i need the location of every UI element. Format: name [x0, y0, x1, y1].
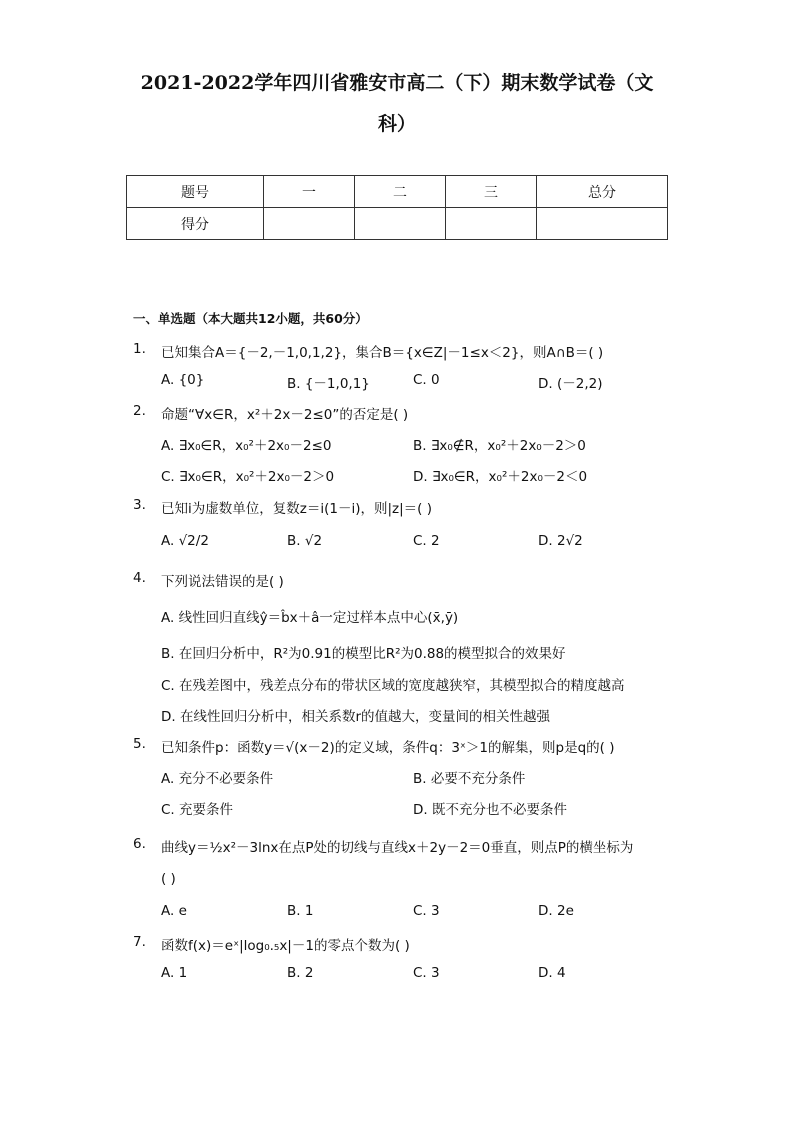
option-b: B. 1 — [287, 903, 314, 919]
question-number: 7. — [133, 934, 146, 950]
option-d: D. 4 — [538, 965, 566, 981]
question-number: 5. — [133, 736, 146, 752]
score-row-label: 得分 — [127, 208, 264, 240]
score-table-score-row — [127, 208, 668, 240]
option-b: B. 在回归分析中，R²为0.91的模型比R²为0.88的模型拟合的效果好 — [161, 646, 566, 662]
section-heading: 一、单选题（本大题共12小题，共60分） — [133, 311, 368, 326]
question-stem: 下列说法错误的是( ) — [161, 574, 284, 590]
score-header-cell: 三 — [446, 176, 537, 208]
option-d: D. 既不充分也不必要条件 — [413, 802, 567, 818]
option-c: C. 在残差图中，残差点分布的带状区域的宽度越狭窄，其模型拟合的精度越高 — [161, 678, 625, 694]
option-c: C. 2 — [413, 533, 440, 549]
option-a: A. 充分不必要条件 — [161, 771, 274, 787]
question-stem: 函数f(x)＝eˣ|log₀.₅x|－1的零点个数为( ) — [161, 938, 410, 954]
option-a: A. √2/2 — [161, 533, 209, 549]
option-c: C. 0 — [413, 372, 440, 388]
option-d: D. 2√2 — [538, 533, 583, 549]
score-header-cell: 总分 — [537, 176, 668, 208]
question-number: 4. — [133, 570, 146, 586]
question-number: 1. — [133, 341, 146, 357]
option-a: A. 线性回归直线ŷ＝b̂x＋â一定过样本点中心(x̄,ȳ) — [161, 610, 459, 626]
option-c: C. 充要条件 — [161, 802, 234, 818]
score-header-cell: 一 — [264, 176, 355, 208]
option-d: D. (－2,2) — [538, 376, 603, 392]
document-title-line2: 科） — [377, 113, 416, 135]
score-cell — [264, 208, 355, 240]
document-title-line1: 2021-2022学年四川省雅安市高二（下）期末数学试卷（文 — [140, 72, 654, 94]
option-b: B. 2 — [287, 965, 314, 981]
score-cell — [537, 208, 668, 240]
option-a: A. ∃x₀∈R，x₀²＋2x₀－2≤0 — [161, 438, 332, 454]
option-b: B. √2 — [287, 533, 323, 549]
option-b: B. 必要不充分条件 — [413, 771, 526, 787]
question-number: 6. — [133, 836, 146, 852]
option-d: D. ∃x₀∈R，x₀²＋2x₀－2＜0 — [413, 469, 588, 485]
option-c: C. 3 — [413, 965, 440, 981]
question-stem: 已知条件p：函数y＝√(x－2)的定义域，条件q：3ˣ＞1的解集，则p是q的( ) — [161, 740, 615, 756]
question-stem: 已知集合A＝{－2,－1,0,1,2}，集合B＝{x∈Z|－1≤x＜2}，则A∩B＝( ) — [161, 345, 604, 361]
score-cell — [355, 208, 446, 240]
question-stem: 曲线y＝½x²－3lnx在点P处的切线与直线x＋2y－2＝0垂直，则点P的横坐标为 — [161, 840, 634, 856]
option-a: A. {0} — [161, 372, 205, 388]
option-d: D. 在线性回归分析中，相关系数r的值越大，变量间的相关性越强 — [161, 709, 551, 725]
option-c: C. ∃x₀∈R，x₀²＋2x₀－2＞0 — [161, 469, 335, 485]
option-b: B. {－1,0,1} — [287, 376, 370, 392]
question-stem: 已知i为虚数单位，复数z＝i(1－i)，则|z|＝( ) — [161, 501, 432, 517]
option-a: A. e — [161, 903, 187, 919]
question-stem-continued: ( ) — [161, 871, 176, 887]
option-b: B. ∃x₀∉R，x₀²＋2x₀－2＞0 — [413, 438, 586, 454]
option-c: C. 3 — [413, 903, 440, 919]
score-header-cell: 题号 — [127, 176, 264, 208]
score-header-cell: 二 — [355, 176, 446, 208]
question-stem: 命题“∀x∈R，x²＋2x－2≤0”的否定是( ) — [161, 407, 409, 423]
score-table-header-row — [127, 176, 668, 208]
question-number: 2. — [133, 403, 146, 419]
question-number: 3. — [133, 497, 146, 513]
option-a: A. 1 — [161, 965, 188, 981]
score-cell — [446, 208, 537, 240]
option-d: D. 2e — [538, 903, 574, 919]
score-table — [126, 175, 668, 240]
